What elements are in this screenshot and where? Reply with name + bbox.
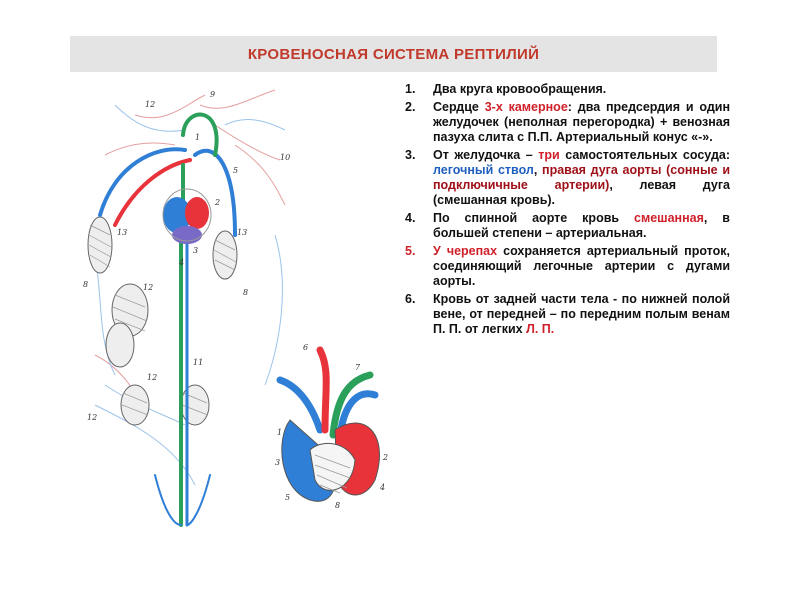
label-8-right: 8 [243, 288, 249, 297]
fact-number: 4. [405, 211, 416, 225]
fact-item [405, 82, 730, 97]
fact-item [405, 244, 730, 289]
fact-text-part: , левая дуга (смешанная кровь). [433, 178, 731, 207]
label-12-mid: 12 [143, 283, 154, 292]
fact-text [433, 244, 730, 289]
reptile-heart-diagram [275, 340, 395, 510]
fact-text-part: : два предсердия и один желудочек (неполная перегородка) + венозная пазуха слита с П.П. Артериальный конус «-». [433, 100, 730, 144]
fact-text-part: Два круга кровообращения. [433, 82, 607, 96]
fact-text-part: Кровь от задней части тела - по нижней полой вене, от передней – по передним полым венам П. П. от легких [433, 292, 730, 336]
label-1: 1 [195, 133, 201, 142]
label-9: 9 [210, 90, 216, 99]
page-title: КРОВЕНОСНАЯ СИСТЕМА РЕПТИЛИЙ [247, 45, 540, 63]
facts-list [405, 82, 730, 340]
label-10: 10 [280, 153, 291, 162]
heart-label-8: 8 [335, 501, 341, 510]
fact-text-part: смешанная [634, 211, 704, 225]
label-11: 11 [193, 358, 204, 367]
fact-number: 5. [405, 244, 416, 258]
fact-item [405, 292, 730, 337]
fact-item [405, 211, 730, 241]
fact-text-part: Сердце [433, 100, 485, 114]
fact-text-part: легочный ствол [433, 163, 534, 177]
fact-text-part: сохраняется артериальный проток, соединяющий легочные артерии с дугами аорты. [433, 244, 731, 288]
fact-text-part: Л. П. [526, 322, 555, 336]
heart-label-6: 6 [303, 343, 309, 352]
fact-number: 1. [405, 82, 416, 96]
fact-text-part: У черепах [433, 244, 498, 258]
fact-text-part: 3-х камерное [484, 100, 568, 114]
label-4: 4 [179, 258, 185, 267]
heart-label-5: 5 [285, 493, 291, 502]
label-13-right: 13 [237, 228, 248, 237]
label-12-top: 12 [145, 100, 156, 109]
label-3: 3 [193, 246, 199, 255]
fact-text [433, 100, 730, 145]
label-12-low: 12 [147, 373, 158, 382]
fact-number: 3. [405, 148, 416, 162]
fact-text-part: От желудочка – [433, 148, 539, 162]
heart-label-1: 1 [277, 428, 283, 437]
label-13-left: 13 [117, 228, 128, 237]
heart-label-3: 3 [275, 458, 281, 467]
fact-text-part: самостоятельных сосуда: [559, 148, 730, 162]
heart-label-7: 7 [355, 363, 361, 372]
fact-item [405, 148, 730, 208]
fact-text-part: , в большей степени – артериальная. [433, 211, 730, 240]
heart-label-2: 2 [383, 453, 389, 462]
fact-number: 2. [405, 100, 416, 114]
facts-ordered-list [405, 82, 730, 337]
fact-text-part: правая дуга аорты (сонные и подключичные артерии) [433, 163, 730, 192]
fact-text-part: три [538, 148, 560, 162]
fact-text [433, 211, 730, 241]
fact-number: 6. [405, 292, 416, 306]
fact-text [433, 148, 730, 208]
fact-text [433, 82, 730, 97]
label-2: 2 [215, 198, 221, 207]
label-5: 5 [233, 166, 239, 175]
label-8-left: 8 [83, 280, 89, 289]
reptile-heart-small [163, 189, 211, 244]
fact-text-part: , [533, 163, 543, 177]
fact-text [433, 292, 730, 337]
fact-text-part: По спинной аорте кровь [433, 211, 635, 225]
heart-label-4: 4 [380, 483, 386, 492]
title-banner [70, 36, 717, 72]
label-12-bottom: 12 [87, 413, 98, 422]
fact-item [405, 100, 730, 145]
